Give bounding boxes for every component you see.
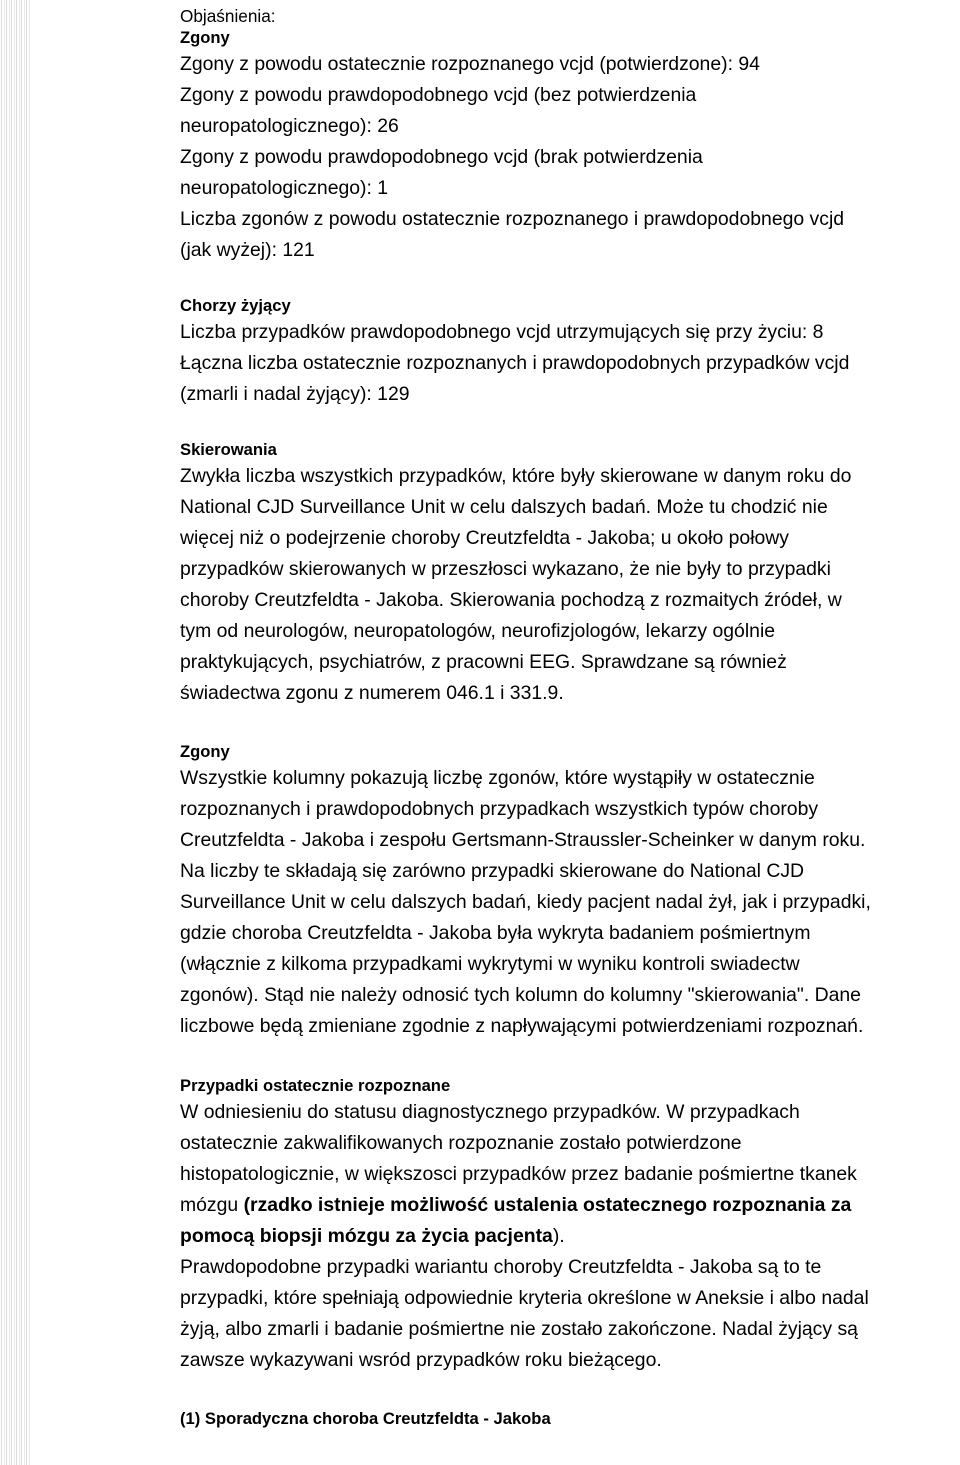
bold-text: pomocą biopsji mózgu za życia pacjenta xyxy=(180,1225,553,1247)
text-line: (zmarli i nadal żyjący): 129 xyxy=(180,383,410,405)
section-heading-chorzy: Chorzy żyjący xyxy=(180,296,291,315)
page-edge-texture xyxy=(0,0,30,1465)
text-line: Zgony z powodu prawdopodobnego vcjd (bez potwierdzenia xyxy=(180,84,697,106)
text-line: Prawdopodobne przypadki wariantu choroby Creutzfeldta - Jakoba są to te xyxy=(180,1256,822,1278)
text-line: W odniesieniu do statusu diagnostycznego przypadków. W przypadkach xyxy=(180,1101,800,1123)
text-line: (włącznie z kilkoma przypadkami wykrytymi w wyniku kontroli swiadectw xyxy=(180,953,800,975)
text-line: neuropatologicznego): 26 xyxy=(180,115,399,137)
text-line: praktykujących, psychiatrów, z pracowni EEG. Sprawdzane są również xyxy=(180,651,787,673)
text-line: Na liczby te składają się zarówno przypadki skierowane do National CJD xyxy=(180,860,805,882)
text-line: tym od neurologów, neuropatologów, neurofizjologów, lekarzy ogólnie xyxy=(180,620,776,642)
text-line: przypadki, które spełniają odpowiednie kryteria określone w Aneksie i albo nadal xyxy=(180,1287,869,1309)
section-heading-zgony-2: Zgony xyxy=(180,742,230,761)
text-line: choroby Creutzfeldta - Jakoba. Skierowania pochodzą z rozmaitych źródeł, w xyxy=(180,589,842,611)
text-line: Zgony z powodu prawdopodobnego vcjd (brak potwierdzenia xyxy=(180,146,703,168)
text-line: Liczba przypadków prawdopodobnego vcjd utrzymujących się przy życiu: 8 xyxy=(180,321,824,343)
text-line: histopatologicznie, w większosci przypadków przez badanie pośmiertne tkanek xyxy=(180,1163,857,1185)
explanations-label: Objaśnienia: xyxy=(180,6,276,26)
plain-text: mózgu xyxy=(180,1194,244,1216)
text-line: Wszystkie kolumny pokazują liczbę zgonów, które wystąpiły w ostatecznie xyxy=(180,767,815,789)
text-line: rozpoznanych i prawdopodobnych przypadkach wszystkich typów choroby xyxy=(180,798,819,820)
section-heading-zgony: Zgony xyxy=(180,28,230,47)
text-line-mixed xyxy=(180,1193,851,1217)
text-line: gdzie choroba Creutzfeldta - Jakoba była wykryta badaniem pośmiertnym xyxy=(180,922,811,944)
text-line: zawsze wykazywani wsród przypadków roku bieżącego. xyxy=(180,1349,662,1371)
text-line-mixed xyxy=(180,1224,565,1248)
bold-text: (rzadko istnieje możliwość ustalenia ostatecznego rozpoznania za xyxy=(243,1194,852,1216)
text-line: więcej niż o podejrzenie choroby Creutzfeldta - Jakoba; u około połowy xyxy=(180,527,789,549)
text-line: żyją, albo zmarli i badanie pośmiertne nie zostało zakończone. Nadal żyjący są xyxy=(180,1318,858,1340)
section-heading-przypadki: Przypadki ostatecznie rozpoznane xyxy=(180,1076,451,1095)
text-line: Łączna liczba ostatecznie rozpoznanych i prawdopodobnych przypadków vcjd xyxy=(180,352,850,374)
section-heading-sporadyczna: (1) Sporadyczna choroba Creutzfeldta - Jakoba xyxy=(180,1409,551,1428)
text-line: świadectwa zgonu z numerem 046.1 i 331.9. xyxy=(180,682,564,704)
text-line: (jak wyżej): 121 xyxy=(180,239,315,261)
text-line: neuropatologicznego): 1 xyxy=(180,177,389,199)
text-line: National CJD Surveillance Unit w celu dalszych badań. Może tu chodzić nie xyxy=(180,496,828,518)
text-line: Zgony z powodu ostatecznie rozpoznanego vcjd (potwierdzone): 94 xyxy=(180,53,760,75)
text-line: przypadków skierowanych w przeszłosci wykazano, że nie były to przypadki xyxy=(180,558,831,580)
section-heading-skierowania: Skierowania xyxy=(180,440,277,459)
text-line: Zwykła liczba wszystkich przypadków, które były skierowane w danym roku do xyxy=(180,465,852,487)
text-line: Creutzfeldta - Jakoba i zespołu Gertsmann-Straussler-Scheinker w danym roku. xyxy=(180,829,866,851)
text-line: Surveillance Unit w celu dalszych badań, kiedy pacjent nadal żył, jak i przypadki, xyxy=(180,891,871,913)
text-line: liczbowe będą zmieniane zgodnie z napływającymi potwierdzeniami rozpoznań. xyxy=(180,1015,864,1037)
text-line: zgonów). Stąd nie należy odnosić tych kolumn do kolumny "skierowania". Dane xyxy=(180,984,861,1006)
text-line: Liczba zgonów z powodu ostatecznie rozpoznanego i prawdopodobnego vcjd xyxy=(180,208,845,230)
text-line: ostatecznie zakwalifikowanych rozpoznanie zostało potwierdzone xyxy=(180,1132,742,1154)
plain-text: ). xyxy=(552,1225,565,1247)
